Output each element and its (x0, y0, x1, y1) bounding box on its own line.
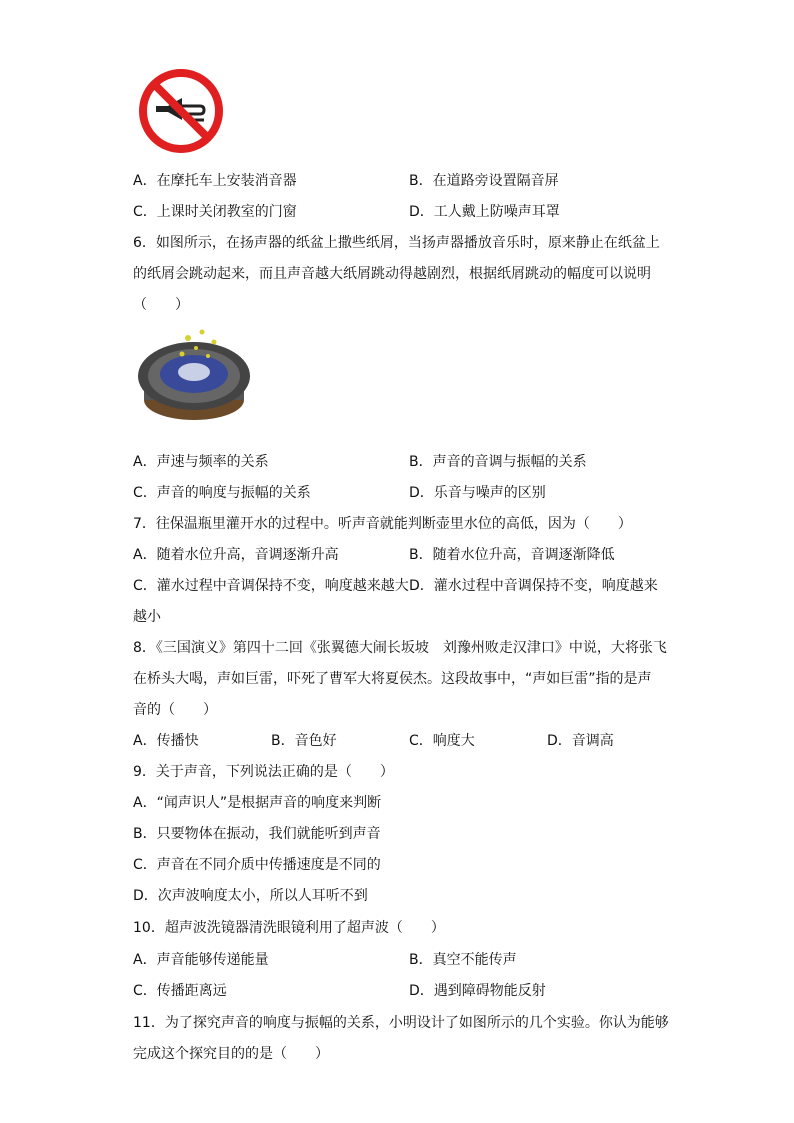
q8-option-b[interactable]: B．音色好 (271, 733, 337, 749)
q6-stem-line-1: 6．如图所示，在扬声器的纸盆上撒些纸屑，当扬声器播放音乐时，原来静止在纸盆上 (133, 235, 660, 251)
q9-option-a[interactable]: A．“闻声识人”是根据声音的响度来判断 (133, 795, 382, 811)
q8-option-d[interactable]: D．音调高 (547, 733, 614, 749)
q11-stem-line-1: 11．为了探究声音的响度与振幅的关系，小明设计了如图所示的几个实验。你认为能够 (133, 1015, 669, 1031)
q8-stem-line-1: 8．《三国演义》第四十二回《张翼德大闹长坂坡 刘豫州败走汉津口》中说，大将张飞 (133, 640, 667, 656)
q5-option-b[interactable]: B．在道路旁设置隔音屏 (409, 173, 559, 189)
q8-stem-line-3: 音的（ ） (133, 702, 217, 718)
q10-option-c[interactable]: C．传播距离远 (133, 983, 227, 999)
q7-stem: 7．往保温瓶里灌开水的过程中。听声音就能判断壶里水位的高低，因为（ ） (133, 516, 632, 532)
no-horn-sign-icon (138, 68, 224, 154)
q9-option-c[interactable]: C．声音在不同介质中传播速度是不同的 (133, 857, 381, 873)
q10-option-a[interactable]: A．声音能够传递能量 (133, 952, 269, 968)
q10-option-d[interactable]: D．遇到障碍物能反射 (409, 983, 546, 999)
q6-stem-line-2: 的纸屑会跳动起来，而且声音越大纸屑跳动得越剧烈，根据纸屑跳动的幅度可以说明 (133, 266, 651, 282)
q5-option-c[interactable]: C．上课时关闭教室的门窗 (133, 204, 297, 220)
q5-option-d[interactable]: D．工人戴上防噪声耳罩 (409, 204, 560, 220)
q7-option-d-continued: 越小 (133, 609, 161, 625)
q7-option-b[interactable]: B．随着水位升高，音调逐渐降低 (409, 547, 615, 563)
q9-option-b[interactable]: B．只要物体在振动，我们就能听到声音 (133, 826, 381, 842)
speaker-image (136, 318, 258, 426)
q9-option-d[interactable]: D．次声波响度太小，所以人耳听不到 (133, 888, 368, 904)
q11-stem-line-2: 完成这个探究目的的是（ ） (133, 1046, 329, 1062)
q6-option-a[interactable]: A．声速与频率的关系 (133, 454, 269, 470)
q9-stem: 9．关于声音，下列说法正确的是（ ） (133, 764, 394, 780)
q6-option-b[interactable]: B．声音的音调与振幅的关系 (409, 454, 587, 470)
q8-stem-line-2: 在桥头大喝，声如巨雷，吓死了曹军大将夏侯杰。这段故事中，“声如巨雷”指的是声 (133, 671, 652, 687)
q7-option-d[interactable]: D．灌水过程中音调保持不变，响度越来 (409, 578, 658, 594)
q6-option-c[interactable]: C．声音的响度与振幅的关系 (133, 485, 311, 501)
q7-option-c[interactable]: C．灌水过程中音调保持不变，响度越来越大 (133, 578, 409, 594)
q5-option-a[interactable]: A．在摩托车上安装消音器 (133, 173, 297, 189)
q6-stem-line-3: （ ） (133, 297, 189, 313)
q6-option-d[interactable]: D．乐音与噪声的区别 (409, 485, 546, 501)
q8-option-c[interactable]: C．响度大 (409, 733, 475, 749)
q8-option-a[interactable]: A．传播快 (133, 733, 199, 749)
q10-option-b[interactable]: B．真空不能传声 (409, 952, 517, 968)
q7-option-a[interactable]: A．随着水位升高，音调逐渐升高 (133, 547, 339, 563)
q10-stem: 10．超声波洗镜器清洗眼镜利用了超声波（ ） (133, 920, 445, 936)
